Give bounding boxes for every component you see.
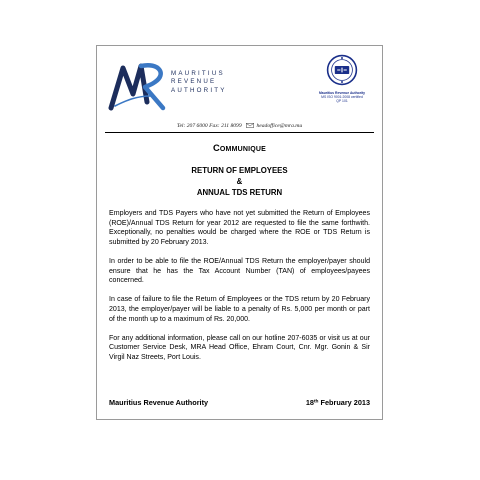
iso-seal-emblem-icon (326, 54, 358, 86)
tel-fax: Tel: 207 6000 Fax: 211 8099 (176, 123, 242, 129)
logo-line-1: MAURITIUS (171, 70, 225, 77)
contact-line (97, 123, 382, 129)
mra-logo-mark-icon (107, 56, 169, 112)
subtitle-return-of-employees: RETURN OF EMPLOYEES (191, 166, 288, 175)
logo-wordmark (171, 70, 227, 95)
footer-signature: Mauritius Revenue Authority (109, 398, 209, 407)
header-divider (105, 132, 374, 133)
page-title: Communique (212, 142, 267, 153)
date-day: 18 (305, 398, 314, 407)
date-suffix: th (313, 399, 319, 405)
seal-line-2: MS ISO 9001:2008 certified (321, 95, 363, 100)
communique-page (96, 45, 383, 420)
seal-line-1: Mauritius Revenue Authority (318, 91, 366, 95)
envelope-icon (246, 123, 254, 128)
communique-body (109, 209, 370, 372)
paragraph-1: Employers and TDS Payers who have not yet submitted the Return of Employees (ROE)/Annual TDS Return for year 2012 are requested to file the same forthwith. Exceptionally, no penalties would be charged where the ROE or TDS Return is submitted by 20 February 2013. (109, 210, 370, 246)
logo-line-2: REVENUE (171, 78, 217, 86)
subtitle-ampersand: & (236, 177, 243, 186)
email-link[interactable]: headoffice@mra.mu (256, 123, 303, 129)
paragraph-2: In order to be able to file the ROE/Annual TDS Return the employer/payer should ensure that he has the Tax Account Number (TAN) of employees/payees concerned. (109, 257, 370, 285)
footer-date (306, 398, 370, 407)
iso-seal (310, 54, 374, 118)
paragraph-4: For any additional information, please call on our hotline 207-6035 or visit us at our Customer Service Desk, MRA Head Office, Ehram Court, Cnr. Mgr. Gonin & Sir Virgil Naz Streets, Port Louis. (109, 334, 370, 361)
mra-logo (107, 56, 227, 116)
logo-line-3: AUTHORITY (171, 86, 227, 94)
subtitle-annual-tds-return: ANNUAL TDS RETURN (196, 188, 283, 197)
date-rest: February 2013 (318, 398, 370, 407)
seal-line-3: QP 101 (336, 99, 348, 104)
paragraph-3: In case of failure to file the Return of Employees or the TDS return by 20 February 2013, the employer/payer will be liable to a penalty of Rs. 5,000 per month or part of the month up to a maximum of Rs. 20,000. (109, 296, 370, 323)
